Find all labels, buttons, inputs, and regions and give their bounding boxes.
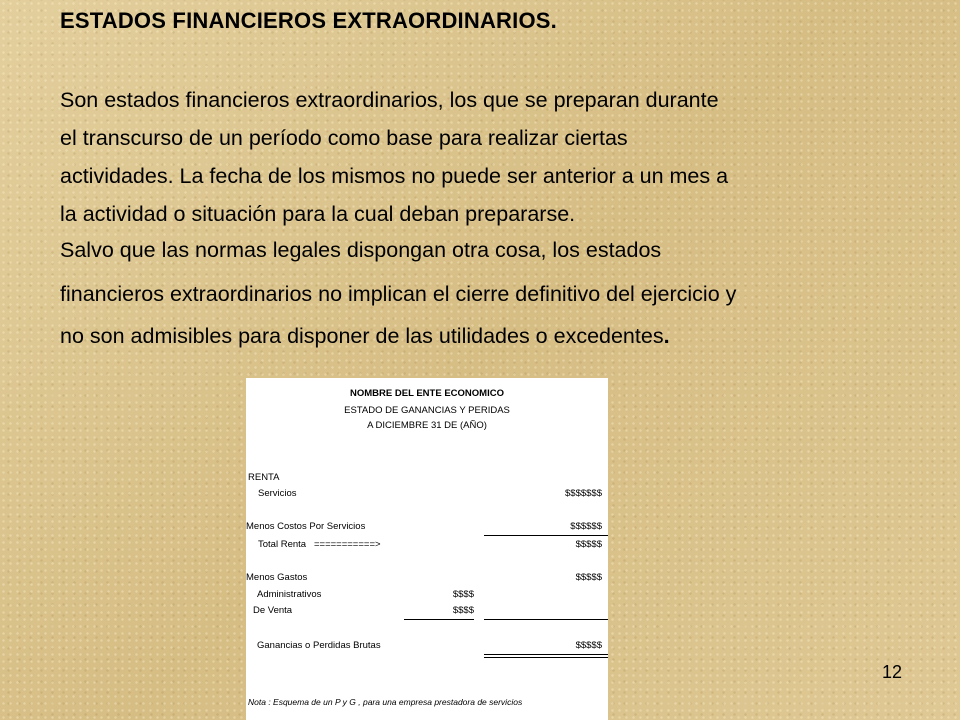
row-de-venta xyxy=(246,605,608,619)
menos-gastos-value: $$$$$ xyxy=(575,572,602,583)
paragraph-line-1: Son estados financieros extraordinarios, los que se preparan durante xyxy=(60,88,719,112)
row-total-renta xyxy=(246,539,608,553)
statement-date: A DICIEMBRE 31 DE (AÑO) xyxy=(367,420,487,431)
servicios-label: Servicios xyxy=(258,488,297,499)
statement-title: ESTADO DE GANANCIAS Y PERIDAS xyxy=(344,405,510,416)
ganancias-double-underline xyxy=(484,654,608,658)
administrativos-value: $$$$ xyxy=(452,589,474,600)
statement-note: Nota : Esquema de un P y G , para una empresa prestadora de servicios xyxy=(248,697,523,707)
paragraph-line-7 xyxy=(60,324,920,350)
de-venta-underline xyxy=(404,619,474,620)
row-renta xyxy=(246,472,608,486)
renta-label: RENTA xyxy=(248,472,280,483)
servicios-value: $$$$$$$ xyxy=(565,488,602,499)
paragraph-line-2: el transcurso de un período como base para realizar ciertas xyxy=(60,126,628,150)
paragraph-line-5: Salvo que las normas legales dispongan otra cosa, los estados xyxy=(60,238,662,262)
de-venta-value: $$$$ xyxy=(452,605,474,616)
administrativos-label: Administrativos xyxy=(257,589,322,600)
ganancias-label: Ganancias o Perdidas Brutas xyxy=(257,640,381,651)
menos-costos-label: Menos Costos Por Servicios xyxy=(246,521,366,532)
total-renta-label: Total Renta ===========> xyxy=(258,539,381,550)
statement-entity-name: NOMBRE DEL ENTE ECONOMICO xyxy=(350,388,504,399)
row-administrativos xyxy=(246,589,608,603)
row-menos-costos xyxy=(246,521,608,535)
paragraph-line-3: actividades. La fecha de los mismos no puede ser anterior a un mes a xyxy=(60,164,729,188)
ganancias-value: $$$$$ xyxy=(575,640,602,651)
total-renta-value: $$$$$ xyxy=(575,539,602,550)
menos-gastos-label: Menos Gastos xyxy=(246,572,308,583)
income-statement-image xyxy=(246,378,608,720)
menos-costos-value: $$$$$$ xyxy=(570,521,602,532)
row-servicios xyxy=(246,488,608,502)
paragraph-line-4: la actividad o situación para la cual deban prepararse. xyxy=(60,202,576,226)
row-menos-gastos xyxy=(246,572,608,586)
page-number: 12 xyxy=(882,662,903,682)
final-period: . xyxy=(663,324,670,348)
row-ganancias xyxy=(246,640,608,654)
costos-underline xyxy=(484,535,608,536)
gastos-underline xyxy=(484,619,608,620)
de-venta-label: De Venta xyxy=(253,605,293,616)
slide-title: ESTADOS FINANCIEROS EXTRAORDINARIOS. xyxy=(60,8,557,33)
paragraph-line-7-text: no son admisibles para disponer de las utilidades o excedentes xyxy=(60,324,664,348)
paragraph-line-6: financieros extraordinarios no implican el cierre definitivo del ejercicio y xyxy=(60,282,737,306)
